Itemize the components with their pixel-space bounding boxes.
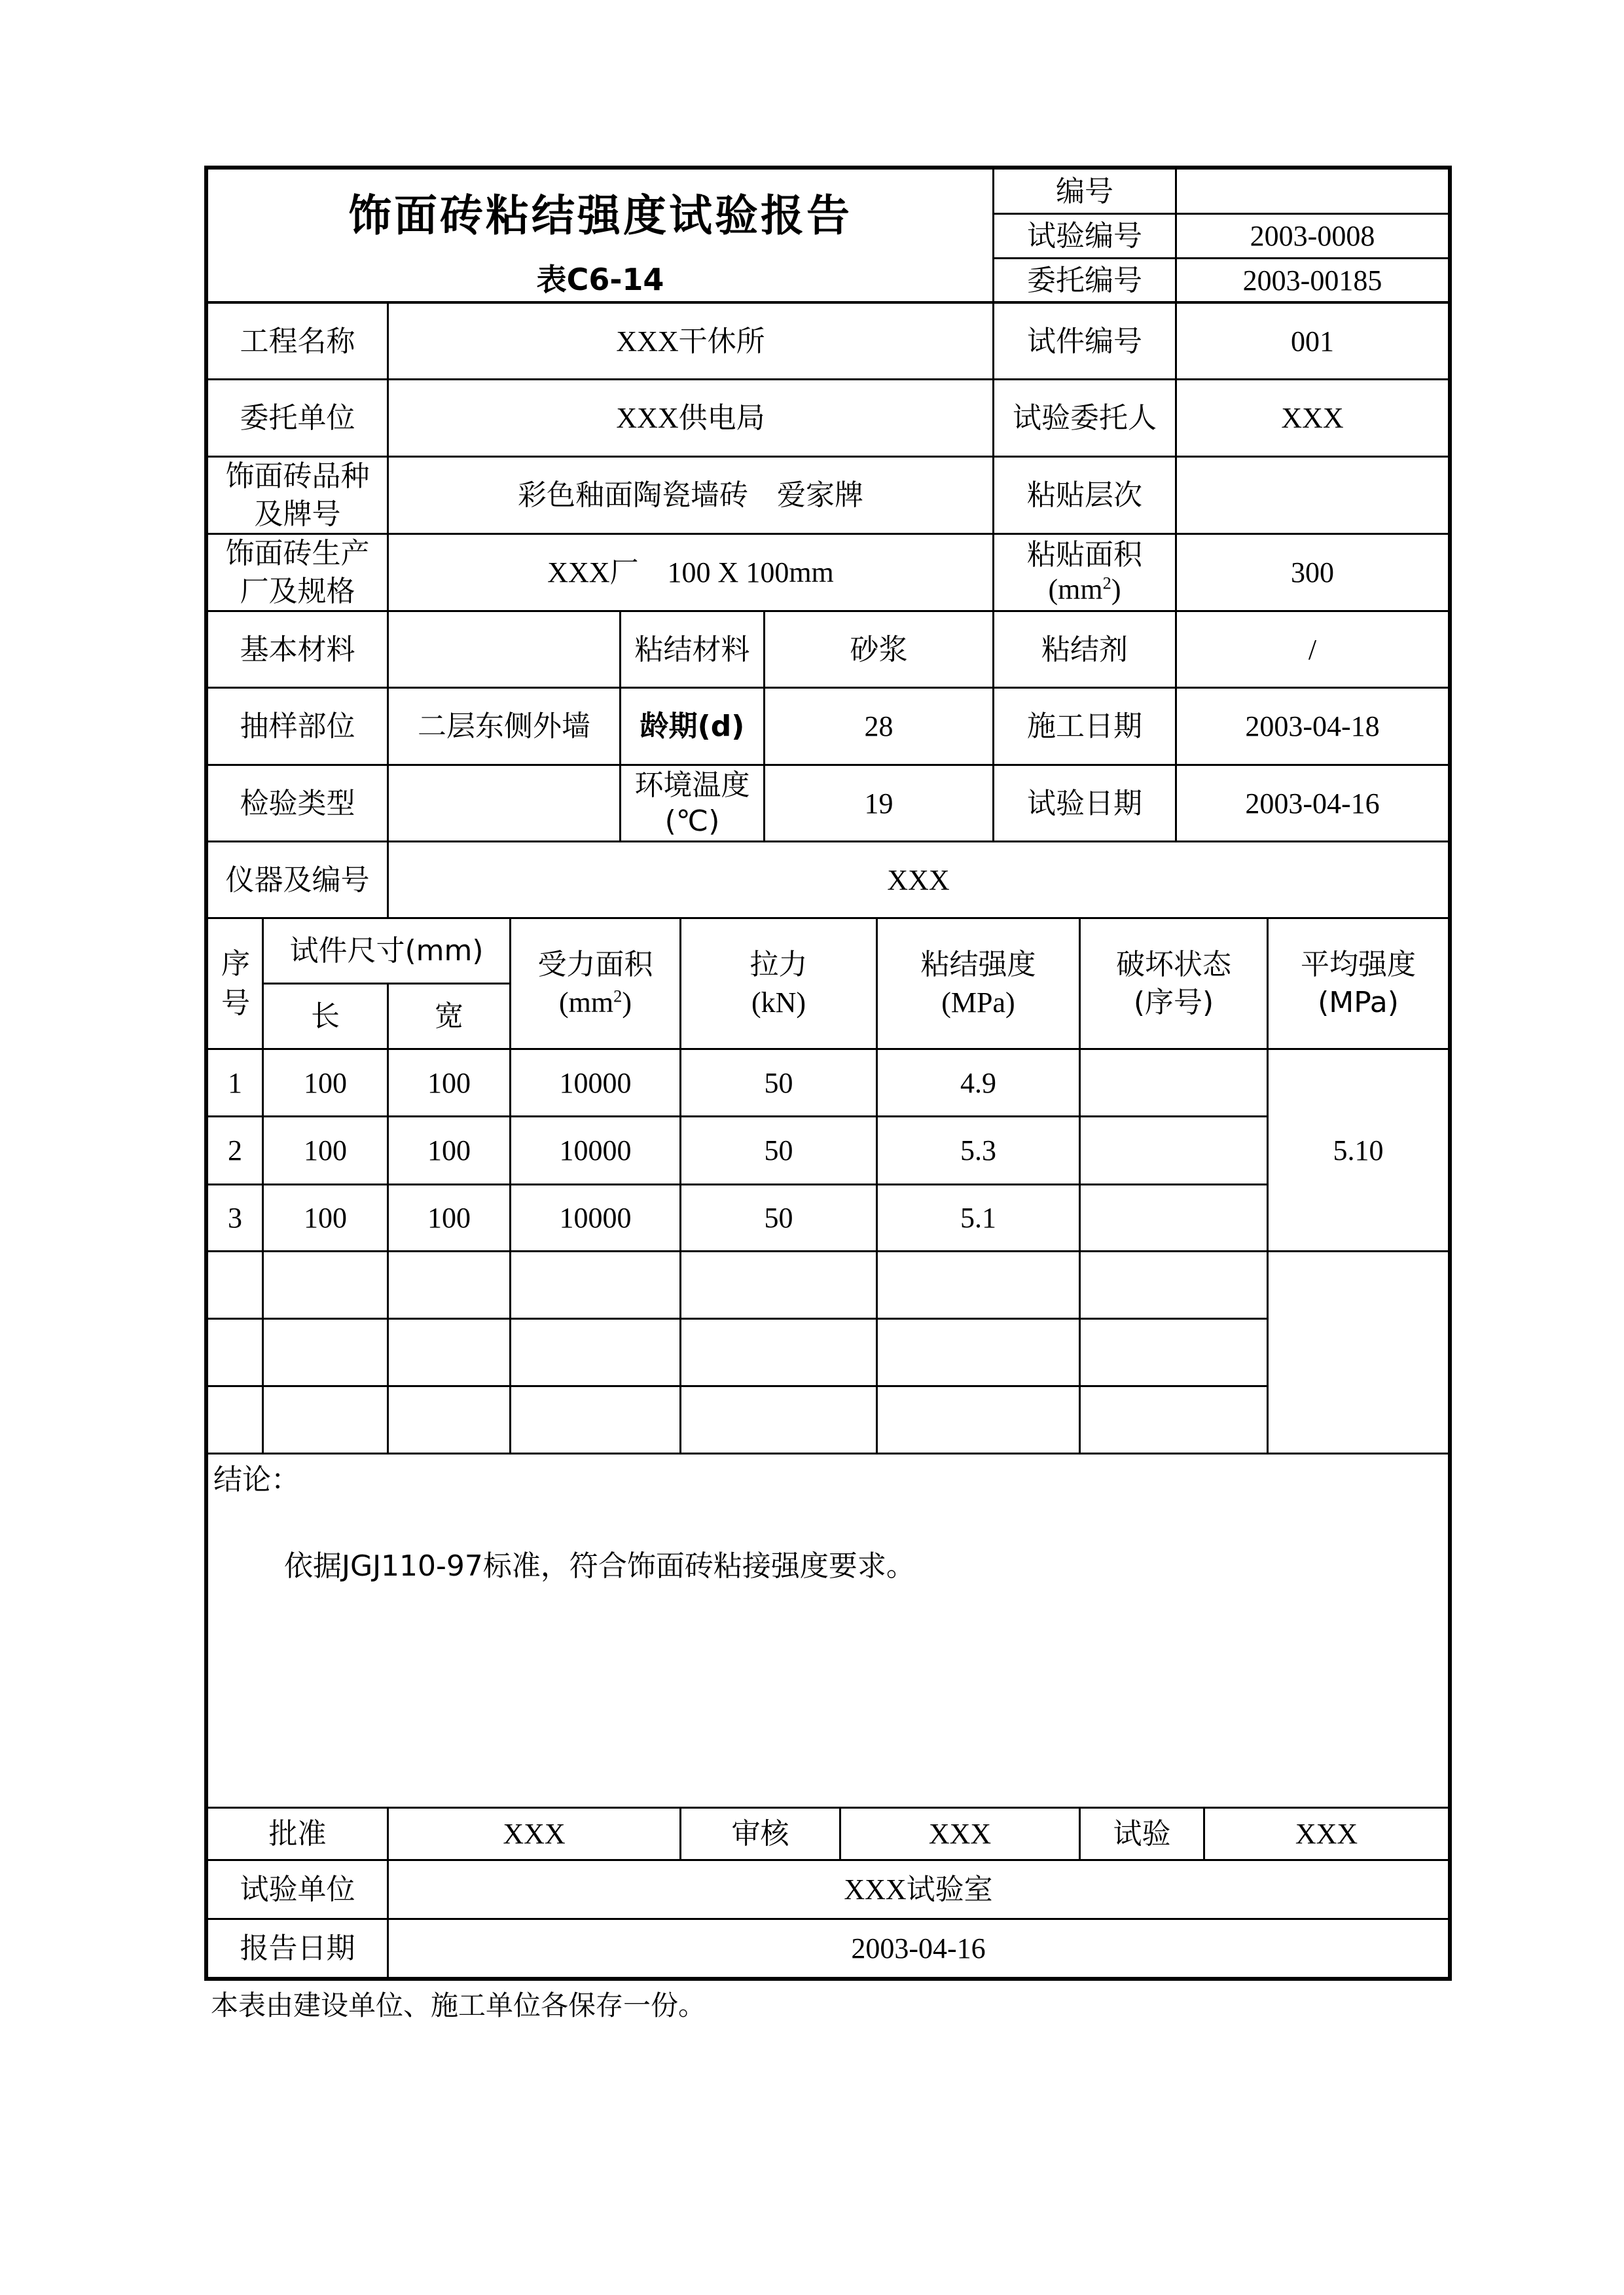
row-strength: 5.3	[960, 1134, 996, 1166]
approve-value: XXX	[503, 1818, 566, 1850]
report-date-label: 报告日期	[240, 1932, 355, 1965]
sample-part-value: 二层东侧外墙	[418, 710, 590, 742]
area-unit-end: )	[1111, 573, 1121, 605]
build-date-label: 施工日期	[1027, 710, 1142, 743]
row-strength: 4.9	[960, 1066, 996, 1099]
average-strength: 5.10	[1333, 1134, 1384, 1166]
test-date-value: 2003-04-16	[1245, 787, 1380, 820]
col-strength: 粘结强度	[920, 948, 1036, 982]
conclusion-label: 结论：	[213, 1462, 300, 1496]
age-label: 龄期(d)	[640, 710, 745, 743]
area-label-cell	[994, 535, 1175, 610]
sample-part-label: 抽样部位	[240, 710, 355, 743]
col-size: 试件尺寸(mm)	[289, 934, 484, 967]
col-len: 长	[311, 1000, 340, 1033]
lab-label: 试验单位	[240, 1873, 355, 1906]
row-area: 10000	[559, 1134, 632, 1166]
entrust-no-value: 2003-00185	[1242, 264, 1382, 297]
row-seq: 2	[228, 1134, 242, 1166]
col-force-unit: (kN)	[751, 986, 806, 1019]
maker-value: XXX厂 100 X 100mm	[547, 556, 834, 588]
row-failure	[1081, 1117, 1267, 1184]
test-no-label: 试验编号	[1027, 219, 1142, 253]
area-label: 粘贴面积	[1027, 537, 1142, 571]
row-area: 10000	[559, 1202, 632, 1234]
col-avg: 平均强度	[1301, 948, 1416, 982]
project-name-value: XXX干休所	[616, 325, 765, 357]
specimen-no-value: 001	[1291, 325, 1334, 357]
col-wid: 宽	[435, 1000, 463, 1033]
area-unit-base: (mm	[1048, 573, 1103, 605]
footnote: 本表由建设单位、施工单位各保存一份。	[211, 1989, 706, 2021]
row-wid: 100	[427, 1066, 471, 1099]
row-area: 10000	[559, 1066, 632, 1099]
col-area: 受力面积	[537, 948, 653, 982]
bond-material-label: 粘结材料	[634, 632, 750, 666]
col-area-unit-exp: 2	[613, 985, 623, 1005]
instrument-label: 仪器及编号	[225, 863, 370, 897]
client-person-label: 试验委托人	[1013, 401, 1157, 435]
conclusion-text: 依据JGJ110-97标准，符合饰面砖粘接强度要求。	[284, 1549, 915, 1583]
col-strength-unit: (MPa)	[941, 986, 1015, 1019]
row-len: 100	[304, 1134, 347, 1166]
client-unit-label: 委托单位	[240, 401, 355, 435]
col-failure: 破坏状态	[1116, 948, 1231, 982]
row-wid: 100	[427, 1134, 471, 1166]
col-avg-cell	[1269, 919, 1448, 1048]
test-value: XXX	[1295, 1818, 1358, 1850]
col-area-unit-end: )	[622, 986, 632, 1019]
col-strength-cell	[878, 919, 1079, 1048]
page-title: 饰面砖粘结强度试验报告	[348, 190, 852, 241]
base-material-label: 基本材料	[240, 632, 355, 666]
layer-value	[1177, 458, 1448, 533]
test-label: 试验	[1113, 1817, 1171, 1851]
layer-label: 粘贴层次	[1027, 479, 1142, 512]
area-unit-exp: 2	[1102, 572, 1111, 592]
instrument-value: XXX	[887, 863, 950, 896]
review-label: 审核	[731, 1817, 789, 1851]
row-force: 50	[764, 1134, 793, 1166]
client-person-value: XXX	[1281, 402, 1344, 434]
col-force: 拉力	[749, 948, 808, 982]
row-failure	[1081, 1185, 1267, 1250]
col-avg-unit: (MPa)	[1318, 985, 1399, 1019]
review-value: XXX	[928, 1818, 992, 1850]
row-seq: 3	[228, 1202, 242, 1234]
row-seq: 1	[228, 1066, 242, 1099]
number-label: 编号	[1056, 174, 1113, 208]
inspect-type-value	[389, 766, 619, 840]
entrust-no-label: 委托编号	[1027, 263, 1142, 297]
area-value: 300	[1291, 556, 1334, 588]
row-len: 100	[304, 1066, 347, 1099]
age-value: 28	[864, 710, 893, 742]
build-date-value: 2003-04-18	[1245, 710, 1380, 742]
form-code: 表C6-14	[536, 261, 664, 297]
col-seq: 序号	[221, 947, 250, 1020]
row-wid: 100	[427, 1202, 471, 1234]
col-area-unit-base: (mm	[559, 986, 614, 1019]
col-failure-unit: (序号)	[1133, 985, 1214, 1019]
project-name-label: 工程名称	[240, 324, 355, 358]
lab-value: XXX试验室	[844, 1873, 993, 1906]
client-unit-value: XXX供电局	[616, 402, 765, 434]
row-force: 50	[764, 1202, 793, 1234]
inspect-type-label: 检验类型	[240, 786, 355, 820]
base-material-value	[389, 612, 619, 687]
row-failure	[1081, 1050, 1267, 1115]
number-value	[1177, 170, 1448, 213]
col-area-cell	[511, 919, 679, 1048]
adhesive-value: /	[1308, 633, 1317, 666]
adhesive-label: 粘结剂	[1041, 632, 1128, 666]
area-unit	[1049, 573, 1121, 607]
report-date-value: 2003-04-16	[851, 1932, 986, 1964]
temperature-value: 19	[864, 787, 893, 820]
row-force: 50	[764, 1066, 793, 1099]
col-failure-cell	[1081, 919, 1267, 1048]
test-date-label: 试验日期	[1027, 786, 1142, 820]
maker-label: 饰面砖生产厂及规格	[225, 537, 370, 608]
bond-material-value: 砂浆	[850, 633, 908, 666]
tile-type-value: 彩色釉面陶瓷墙砖 爱家牌	[518, 479, 863, 511]
temperature-label: 环境温度(℃)	[634, 768, 750, 838]
col-force-cell	[681, 919, 876, 1048]
row-strength: 5.1	[960, 1202, 996, 1234]
specimen-no-label: 试件编号	[1027, 324, 1142, 358]
test-no-value: 2003-0008	[1250, 220, 1375, 252]
row-len: 100	[304, 1202, 347, 1234]
col-area-unit	[559, 984, 632, 1021]
approve-label: 批准	[268, 1817, 327, 1851]
tile-type-label: 饰面砖品种及牌号	[225, 460, 370, 531]
